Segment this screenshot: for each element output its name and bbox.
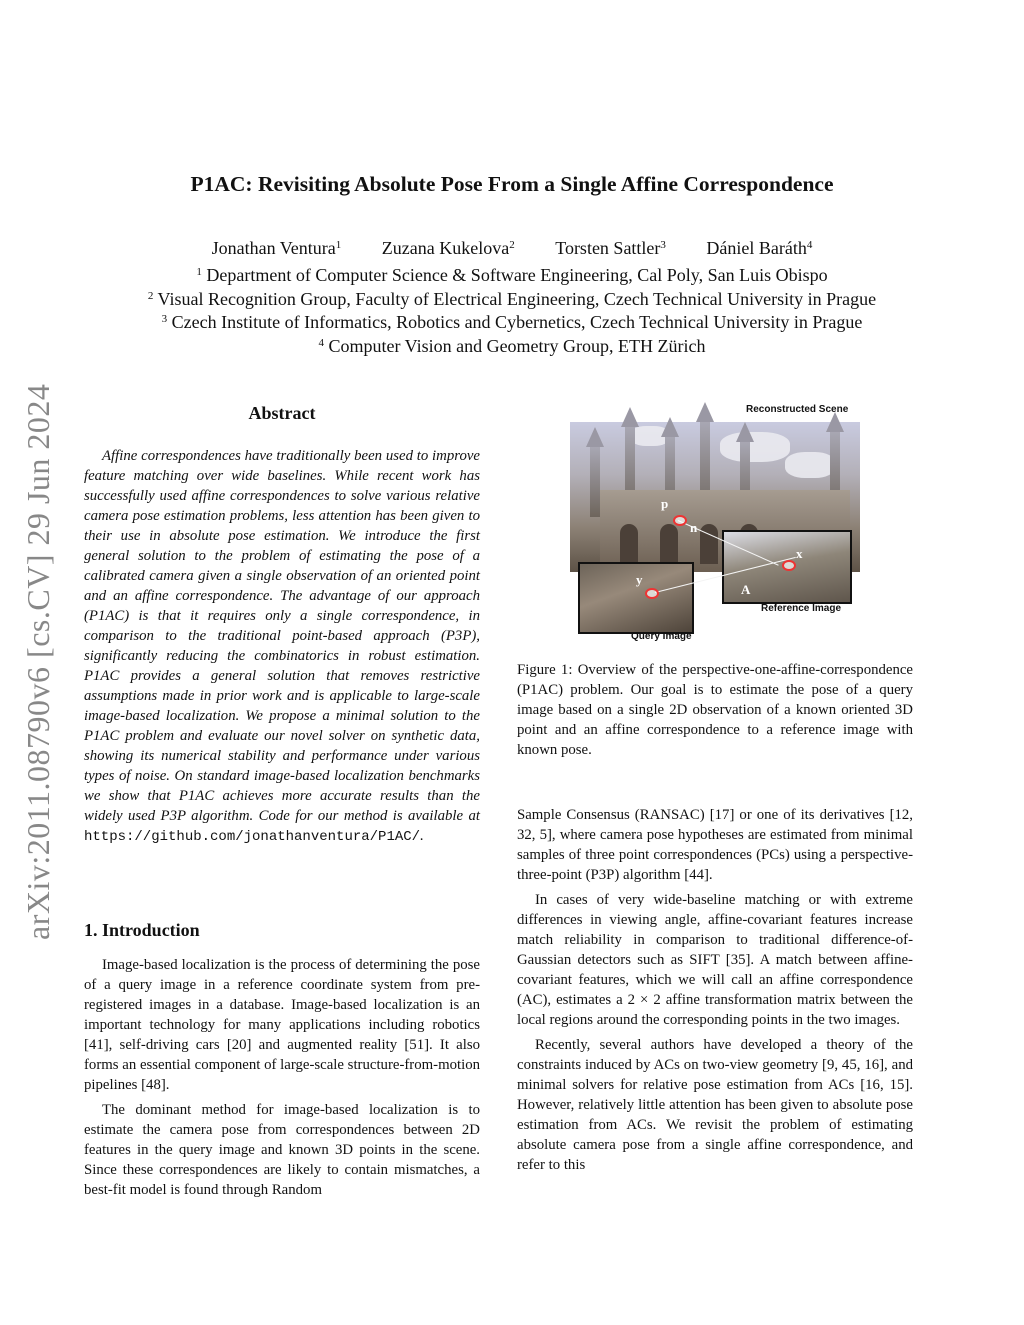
arxiv-identifier: arXiv:2011.08790v6 [cs.CV] 29 Jun 2024 [20,383,56,940]
label-query-image: Query Image [631,631,692,642]
paper-title: P1AC: Revisiting Absolute Pose From a Single Affine Correspondence [190,172,834,196]
paragraph: Sample Consensus (RANSAC) [17] or one of its derivatives [12, 32, 5], where camera pose hypotheses are estimated from minimal samples of three point correspondences (PCs) using a perspective-three-point (P3P) algorithm [44]. [517,807,913,883]
section-heading-introduction: 1. Introduction [84,920,200,940]
paragraph: In cases of very wide-baseline matching or with extreme differences in viewing angle, affine-covariant features increase match reliability in comparison to traditional difference-of-Gaussian detectors such as SIFT [35]. A match between affine-covariant features, which we will call an affine correspondence (AC), estimates a 2 × 2 affine transformation matrix between the local regions around the corresponding points in the two images. [517,892,913,1028]
symbol-A: A [741,582,751,597]
point-x-marker [782,560,796,571]
author-3: Torsten Sattler$^3$ [555,238,666,258]
abstract-body: Affine correspondences have traditionally been used to improve feature matching over wide baselines. While recent work has successfully used affine correspondences to solve various relative camera pose estimation problems, less attention has been given to their use in absolute pose estimation. We introduce the first general solution to the problem of estimating the pose of a calibrated camera given a single observation of an oriented point and an affine correspondence. The advantage of our approach (P1AC) is that it requires only a single correspondence, in comparison to the traditional point-based approach (P3P), significantly reducing the combinatorics in robust estimation. P1AC provides a general solution that removes restrictive assumptions made in prior work and is applicable to large-scale image-based localization. We propose a minimal solution to the P1AC problem and evaluate our novel solver on synthetic data, showing its numerical stability and performance under various types of noise. On standard image-based localization benchmarks we show that P1AC achieves more accurate results than the widely used P3P algorithm. Code for our method is available at https://github.com/jonathanventura/P1AC/. [84,448,480,845]
point-y-marker [645,588,659,599]
introduction-text [84,955,480,1205]
label-reconstructed-scene: Reconstructed Scene [746,404,849,415]
author-list [0,238,1024,259]
paragraph: Image-based localization is the process of determining the pose of a query image in a reference coordinate system from pre-registered images in a database. Image-based localization is an important technology for many applications including robotics [41], self-driving cars [20] and augmented reality [51]. It also forms an essential component of large-scale structure-from-motion pipelines [48]. [84,957,480,1093]
affiliations [0,264,1024,358]
author-4: Dániel Baráth$^4$ [706,238,813,258]
author-1: Jonathan Ventura$^1$ [211,238,342,258]
symbol-p: p [661,496,669,511]
right-column-text [517,805,913,1180]
affiliation-3: $^3$ Czech Institute of Informatics, Robotics and Cybernetics, Czech Technical University in Prague [161,312,863,332]
affiliation-4: $^4$ Computer Vision and Geometry Group, ETH Zürich [318,335,706,356]
symbol-y: y [636,572,643,587]
figure-1 [560,400,870,648]
symbol-x: x [796,546,803,561]
label-reference-image: Reference Image [761,603,842,614]
author-2: Zuzana Kukelova$^2$ [381,238,515,258]
paragraph: Recently, several authors have developed a theory of the constraints induced by ACs on two-view geometry [9, 45, 16], and minimal solvers for relative pose estimation from ACs [16, 15]. However, relatively little attention has been given to absolute pose estimation from ACs. We revisit the problem of estimating absolute camera pose from a single affine correspondence, and refer to this [517,1037,913,1173]
paragraph: The dominant method for image-based localization is to estimate the camera pose from correspondences between 2D features in the query image and known 3D points in the scene. Since these correspondences are likely to contain mismatches, a best-fit model is found through Random [84,1102,480,1198]
affiliation-2: $^2$ Visual Recognition Group, Faculty of Electrical Engineering, Czech Technical University in Prague [147,288,877,309]
symbol-n: n [690,520,698,535]
affiliation-1: $^1$ Department of Computer Science & Software Engineering, Cal Poly, San Luis Obispo [196,265,828,285]
abstract-heading: Abstract [248,403,316,423]
code-link[interactable]: https://github.com/jonathanventura/P1AC/ [84,829,421,845]
figure-1-caption: Figure 1: Overview of the perspective-one-affine-correspondence (P1AC) problem. Our goal is to estimate the pose of a query image based on a single 2D observation of a known oriented 3D point and an affine correspondence to a reference image with known pose. [517,662,913,758]
point-p-marker [673,515,687,526]
